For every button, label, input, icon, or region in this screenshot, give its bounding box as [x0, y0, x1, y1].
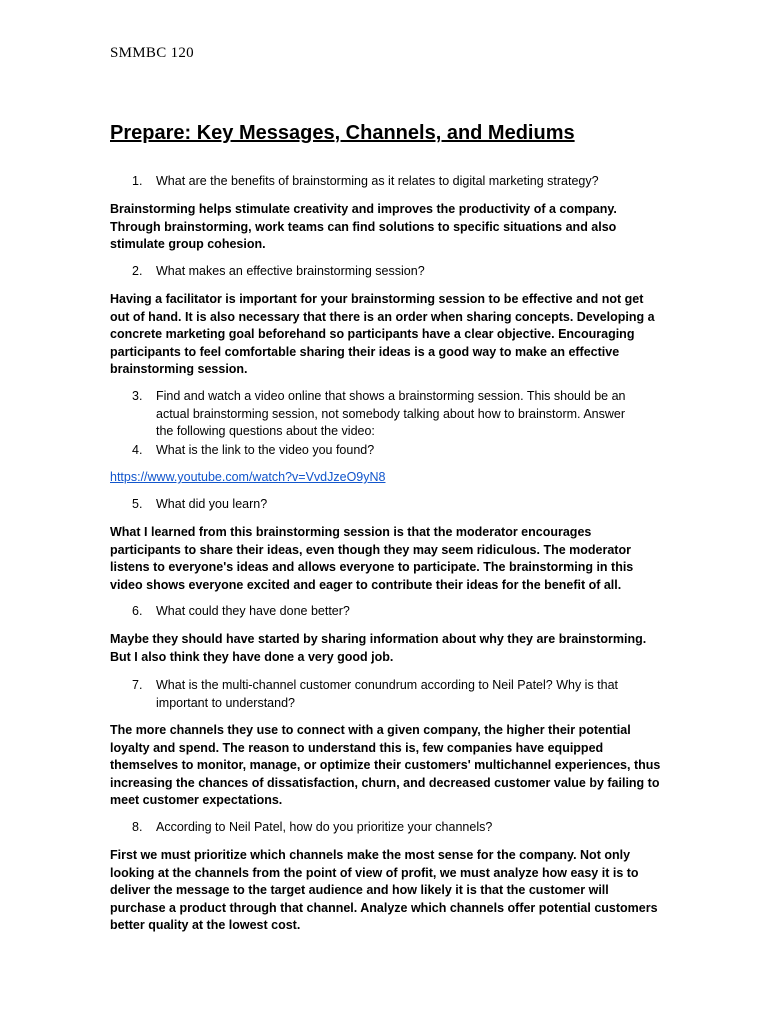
course-header: SMMBC 120 [110, 45, 194, 61]
page-title: Prepare: Key Messages, Channels, and Mediums [110, 122, 575, 144]
question-text: Find and watch a video online that shows a brainstorming session. This should be an actual brainstorming session, not somebody talking about how to brainstorm. Answer the following questions about the video: [156, 389, 626, 438]
answer-1: Brainstorming helps stimulate creativity and improves the productivity of a company. Through brainstorming, work teams can find solutions to specific situations and also stimulate group cohesion. [110, 202, 617, 251]
question-number: 3. [132, 389, 143, 403]
question-number: 8. [132, 820, 143, 834]
question-number: 7. [132, 678, 143, 692]
question-number: 1. [132, 174, 143, 188]
answer-8: First we must prioritize which channels make the most sense for the company. Not only looking at the channels from the point of view of profit, we must analyze how easy it is to deliver the message to the target audience and how likely it is that the customer will purchase a product through that channel. Analyze which channels offer potential customers better quality at the lowest cost. [110, 848, 658, 932]
question-text: What is the multi-channel customer conundrum according to Neil Patel? Why is that important to understand? [156, 678, 619, 710]
answer-5: What I learned from this brainstorming session is that the moderator encourages participants to share their ideas, even though they may seem ridiculous. The moderator listens to everyone's ideas and allows everyone to participate. The brainstorming in this video shows everyone excited and eager to contribute their ideas for the benefit of all. [110, 525, 634, 592]
question-text: What makes an effective brainstorming session? [156, 264, 425, 278]
answer-6: Maybe they should have started by sharing information about why they are brainstorming. But I also think they have done a very good job. [110, 632, 647, 664]
question-number: 2. [132, 264, 143, 278]
question-7 [110, 677, 630, 712]
question-text: According to Neil Patel, how do you prioritize your channels? [156, 820, 493, 834]
question-text: What are the benefits of brainstorming as it relates to digital marketing strategy? [156, 174, 599, 188]
question-text: What did you learn? [156, 497, 268, 511]
question-number: 5. [132, 497, 143, 511]
question-4 [110, 442, 630, 460]
question-text: What is the link to the video you found? [156, 443, 375, 457]
question-number: 4. [132, 443, 143, 457]
question-1 [110, 173, 630, 191]
question-2 [110, 263, 630, 281]
question-text: What could they have done better? [156, 604, 350, 618]
question-3 [110, 388, 630, 441]
question-8 [110, 819, 630, 837]
video-link[interactable]: https://www.youtube.com/watch?v=VvdJzeO9yN8 [110, 470, 386, 484]
answer-7: The more channels they use to connect with a given company, the higher their potential loyalty and spend. The reason to understand this is, few companies have equipped themselves to monitor, manage, or optimize their customers' multichannel experiences, thus increasing the chances of dissatisfaction, churn, and decreased customer value by failing to meet customer expectations. [110, 723, 661, 807]
answer-2: Having a facilitator is important for your brainstorming session to be effective and not get out of hand. It is also necessary that there is an order when sharing concepts. Developing a concrete marketing goal beforehand so participants have a clear objective. Encouraging participants to feel comfortable sharing their ideas is a good way to make an effective brainstorming session. [110, 292, 655, 376]
question-6 [110, 603, 630, 621]
question-number: 6. [132, 604, 143, 618]
question-5 [110, 496, 630, 514]
